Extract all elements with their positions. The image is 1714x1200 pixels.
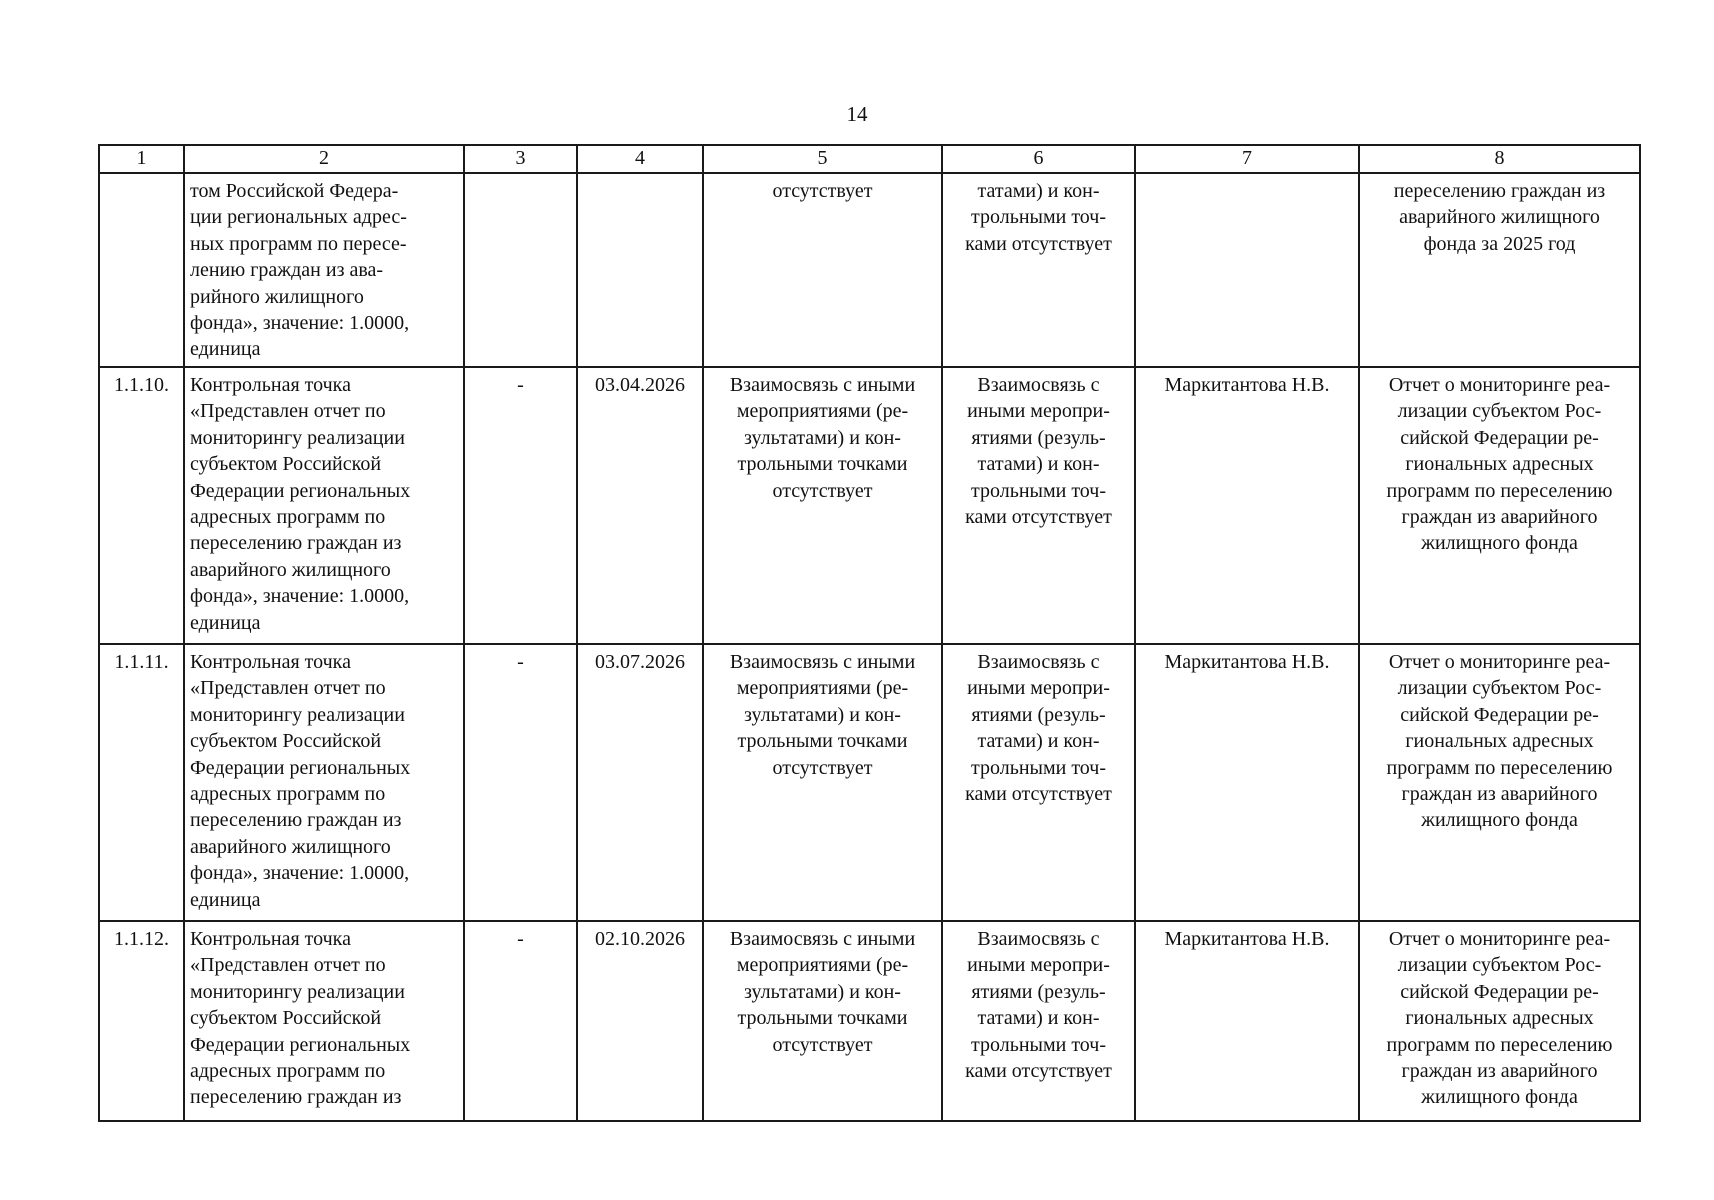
relation-results-cell — [942, 173, 1135, 367]
document-cell — [1359, 921, 1640, 1121]
document-text: переселению граждан из аварийного жилищного фонда за 2025 год — [1393, 180, 1606, 255]
row-number-cell: 1.1.10. — [99, 367, 184, 644]
column-header: 6 — [942, 145, 1135, 173]
relation-activities-text: отсутствует — [772, 180, 873, 202]
checkpoint-name: Контрольная точка «Представлен отчет по мониторингу реализации субъектом Российской Федерации региональных адресных программ по переселению граждан из аварийного жилищного фонда», значение: 1.0000, единица — [190, 374, 411, 634]
page-number: 14 — [846, 102, 868, 126]
table-row — [99, 173, 1640, 367]
document-cell — [1359, 644, 1640, 921]
checkpoint-name: том Российской Федера- ции региональных адрес- ных программ по пересе- лению граждан из ава- рийного жилищного фонда», значение: 1.0000, единица — [190, 180, 410, 361]
row-number-cell — [99, 173, 184, 367]
table-row — [99, 644, 1640, 921]
row-number-cell: 1.1.12. — [99, 921, 184, 1121]
date-cell: 03.07.2026 — [577, 644, 703, 921]
responsible-person-cell: Маркитантова Н.В. — [1135, 921, 1359, 1121]
column-header: 8 — [1359, 145, 1640, 173]
responsible-person-cell: Маркитантова Н.В. — [1135, 367, 1359, 644]
date-cell: 03.04.2026 — [577, 367, 703, 644]
relation-activities-cell — [703, 921, 942, 1121]
date-cell — [577, 173, 703, 367]
column-header: 7 — [1135, 145, 1359, 173]
checkpoint-name-cell — [184, 367, 464, 644]
column-3-cell — [464, 173, 577, 367]
column-3-cell: - — [464, 367, 577, 644]
relation-activities-cell — [703, 644, 942, 921]
table-header-row — [99, 145, 1640, 173]
relation-activities-text: Взаимосвязь с иными мероприятиями (ре- зультатами) и кон- трольными точками отсутствует — [729, 374, 916, 502]
plan-table — [98, 144, 1641, 1122]
relation-results-text: татами) и кон- трольными точ- ками отсутствует — [965, 180, 1112, 255]
responsible-person-cell: Маркитантова Н.В. — [1135, 644, 1359, 921]
row-number-cell: 1.1.11. — [99, 644, 184, 921]
relation-results-text: Взаимосвязь с иными меропри- ятиями (резуль- татами) и кон- трольными точ- ками отсутствует — [965, 928, 1112, 1083]
date-cell: 02.10.2026 — [577, 921, 703, 1121]
column-header: 4 — [577, 145, 703, 173]
relation-activities-text: Взаимосвязь с иными мероприятиями (ре- зультатами) и кон- трольными точками отсутствует — [729, 651, 916, 779]
checkpoint-name: Контрольная точка «Представлен отчет по мониторингу реализации субъектом Российской Федерации региональных адресных программ по переселению граждан из аварийного жилищного фонда», значение: 1.0000, единица — [190, 651, 411, 911]
relation-results-cell — [942, 644, 1135, 921]
relation-activities-cell — [703, 173, 942, 367]
document-text: Отчет о мониторинге реа- лизации субъектом Рос- сийской Федерации ре- гиональных адресных программ по переселению граждан из аварийного жилищного фонда — [1386, 928, 1613, 1109]
checkpoint-name: Контрольная точка «Представлен отчет по мониторингу реализации субъектом Российской Федерации региональных адресных программ по переселению граждан из — [190, 928, 411, 1109]
document-cell — [1359, 173, 1640, 367]
column-3-cell: - — [464, 644, 577, 921]
relation-results-text: Взаимосвязь с иными меропри- ятиями (резуль- татами) и кон- трольными точ- ками отсутствует — [965, 374, 1112, 529]
column-header: 5 — [703, 145, 942, 173]
column-header: 1 — [99, 145, 184, 173]
column-3-cell: - — [464, 921, 577, 1121]
document-text: Отчет о мониторинге реа- лизации субъектом Рос- сийской Федерации ре- гиональных адресных программ по переселению граждан из аварийного жилищного фонда — [1386, 651, 1613, 832]
relation-results-cell — [942, 367, 1135, 644]
column-header: 2 — [184, 145, 464, 173]
checkpoint-name-cell — [184, 173, 464, 367]
relation-activities-cell — [703, 367, 942, 644]
checkpoint-name-cell — [184, 921, 464, 1121]
document-text: Отчет о мониторинге реа- лизации субъектом Рос- сийской Федерации ре- гиональных адресных программ по переселению граждан из аварийного жилищного фонда — [1386, 374, 1613, 555]
relation-results-cell — [942, 921, 1135, 1121]
relation-results-text: Взаимосвязь с иными меропри- ятиями (резуль- татами) и кон- трольными точ- ками отсутствует — [965, 651, 1112, 806]
column-header: 3 — [464, 145, 577, 173]
relation-activities-text: Взаимосвязь с иными мероприятиями (ре- зультатами) и кон- трольными точками отсутствует — [729, 928, 916, 1056]
document-cell — [1359, 367, 1640, 644]
table-row — [99, 367, 1640, 644]
responsible-person-cell — [1135, 173, 1359, 367]
table-row — [99, 921, 1640, 1121]
checkpoint-name-cell — [184, 644, 464, 921]
